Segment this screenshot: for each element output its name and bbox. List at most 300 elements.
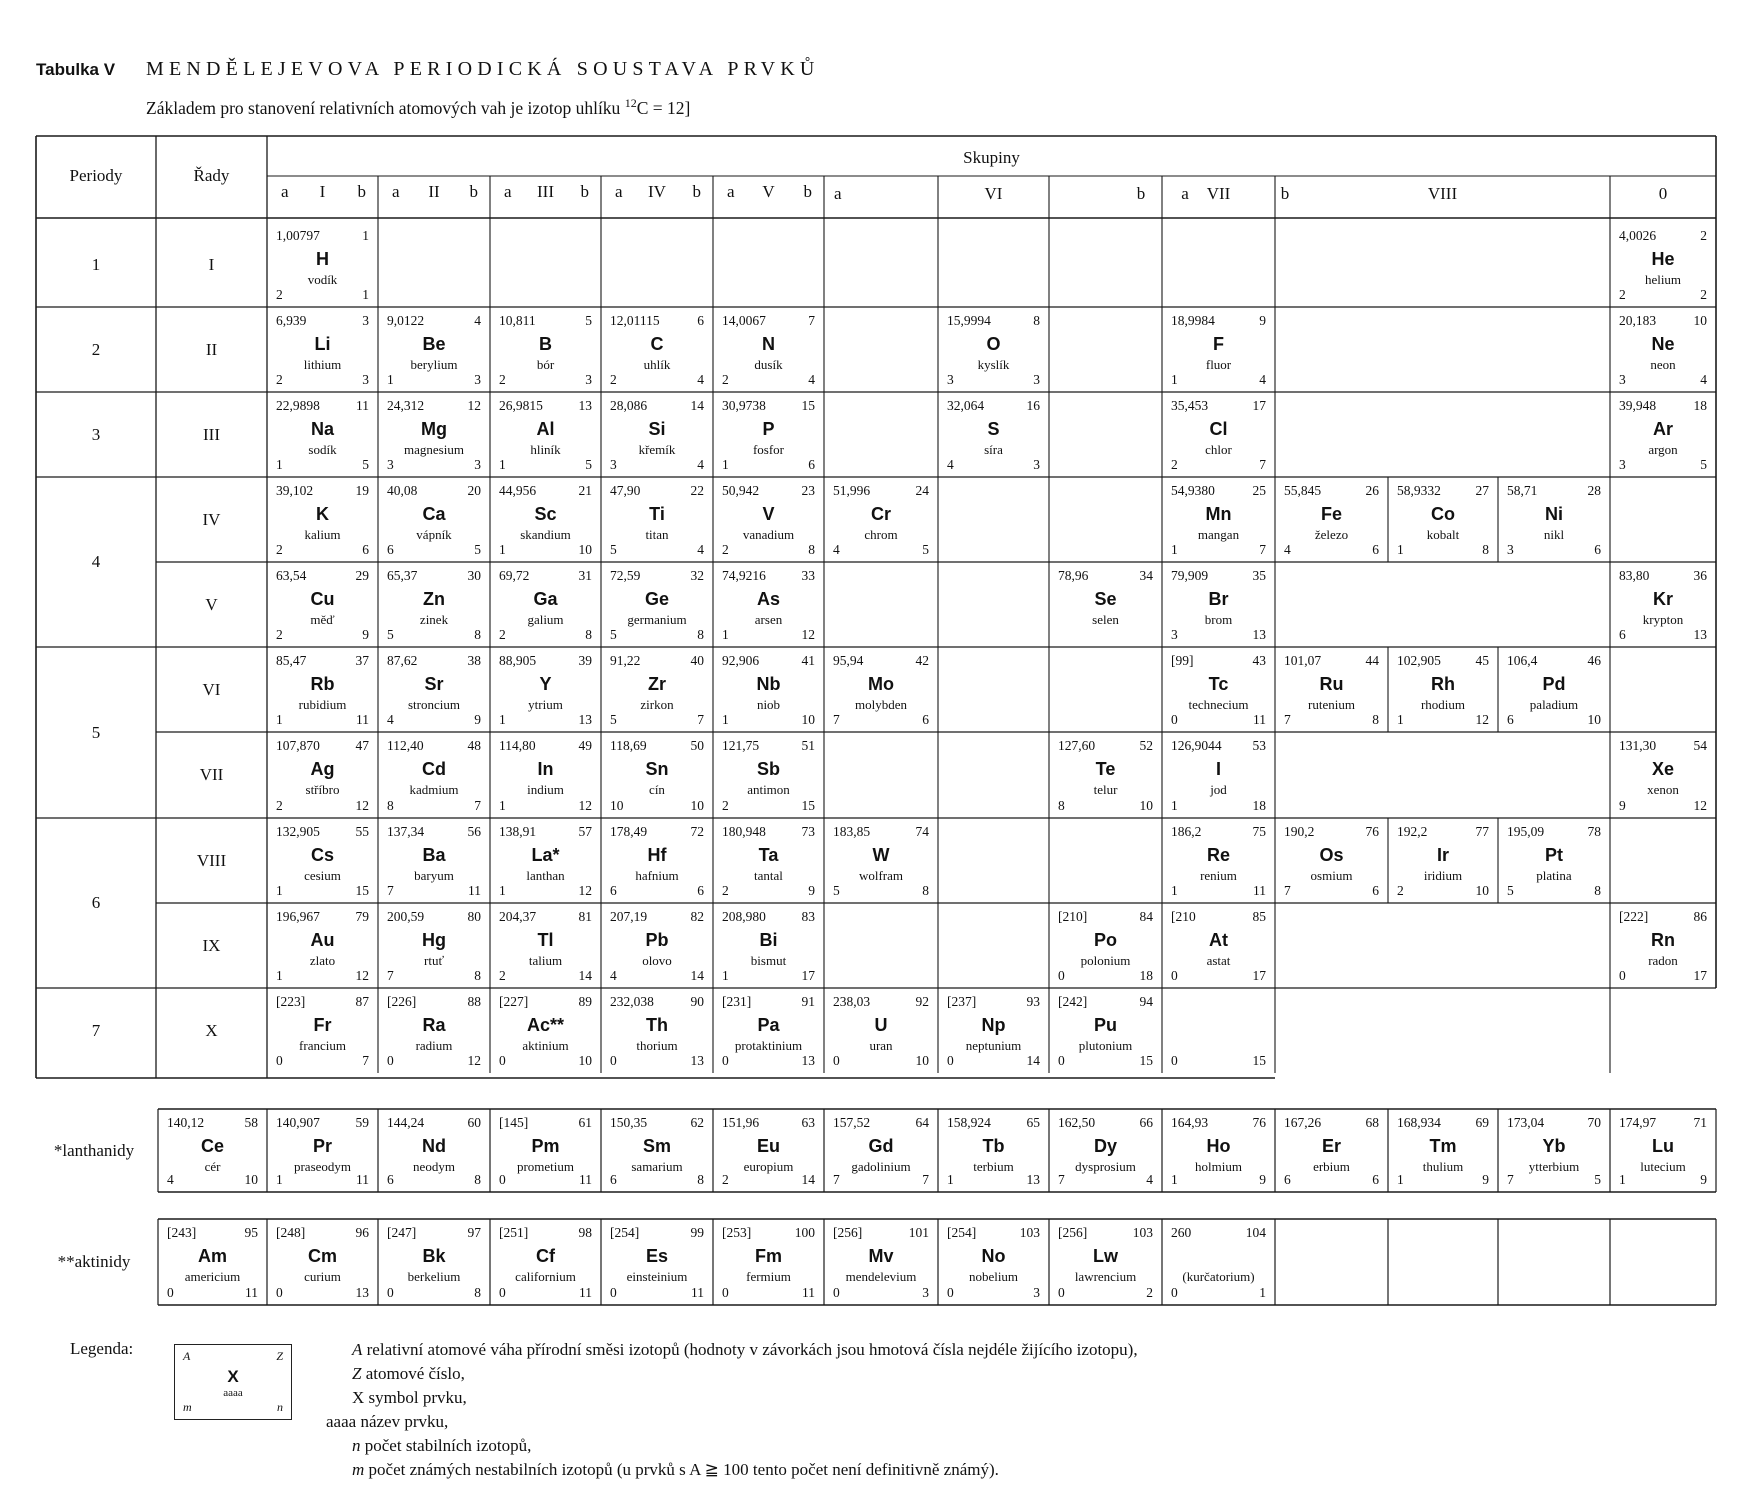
element-name: vápník — [416, 527, 452, 542]
atomic-number: 6 — [697, 313, 704, 328]
element-cell-Au — [267, 903, 378, 988]
element-symbol: Cd — [422, 759, 446, 779]
group-header-part: b — [692, 182, 701, 201]
element-cell-Ni — [1498, 477, 1610, 562]
legend-key: Z — [352, 1364, 362, 1383]
element-name: nobelium — [968, 1269, 1019, 1284]
unstable-isotopes: 3 — [1507, 542, 1514, 557]
stable-isotopes: 8 — [808, 542, 815, 557]
unstable-isotopes: 4 — [610, 968, 617, 983]
element-symbol: Np — [981, 1015, 1006, 1035]
element-symbol: Al — [536, 419, 555, 439]
unstable-isotopes: 1 — [722, 712, 729, 727]
lanthanides-label: *lanthanidy — [53, 1141, 135, 1160]
unstable-isotopes: 0 — [1171, 712, 1178, 727]
stable-isotopes: 11 — [802, 1285, 815, 1300]
stable-isotopes: 3 — [474, 457, 481, 472]
stable-isotopes: 6 — [1372, 1172, 1379, 1187]
unstable-isotopes: 1 — [1171, 542, 1178, 557]
element-name: lithium — [303, 357, 342, 372]
atomic-weight: 167,26 — [1284, 1115, 1322, 1130]
stable-isotopes: 6 — [1372, 542, 1379, 557]
stable-isotopes: 12 — [578, 883, 592, 898]
atomic-weight: 150,35 — [610, 1115, 648, 1130]
atomic-weight: 15,9994 — [947, 313, 991, 328]
stable-isotopes: 17 — [1693, 968, 1707, 983]
group-header-part: II — [428, 182, 440, 201]
stable-isotopes: 12 — [467, 1053, 481, 1068]
atomic-number: 64 — [915, 1115, 929, 1130]
element-symbol: Ta — [758, 845, 779, 865]
atomic-number: 56 — [467, 824, 481, 839]
element-name: thorium — [636, 1038, 678, 1053]
unstable-isotopes: 9 — [1619, 798, 1626, 813]
stable-isotopes: 10 — [915, 1053, 929, 1068]
element-symbol: Ac** — [526, 1015, 565, 1035]
element-name: telur — [1093, 782, 1118, 797]
group-6-a: a — [834, 184, 842, 203]
stable-isotopes: 5 — [1700, 457, 1707, 472]
element-name: krypton — [1642, 612, 1684, 627]
element-name: stroncium — [408, 697, 460, 712]
element-symbol: Hg — [422, 930, 446, 950]
element-cell-Fe — [1275, 477, 1388, 562]
atomic-number: 52 — [1139, 738, 1153, 753]
unstable-isotopes: 7 — [387, 883, 394, 898]
element-name: rhodium — [1420, 697, 1466, 712]
element-cell-Pb — [601, 903, 713, 988]
element-symbol: Cs — [310, 845, 334, 865]
stable-isotopes: 8 — [697, 627, 704, 642]
element-name: antimon — [747, 782, 790, 797]
atomic-weight: 174,97 — [1619, 1115, 1657, 1130]
element-cell-Br — [1162, 562, 1275, 647]
element-cell-Ra — [378, 988, 490, 1073]
stable-isotopes: 12 — [1475, 712, 1489, 727]
atomic-number: 11 — [356, 398, 369, 413]
element-name: americium — [184, 1269, 241, 1284]
group-header-part: b — [803, 182, 812, 201]
element-name: bismut — [750, 953, 787, 968]
element-symbol: Cu — [310, 589, 335, 609]
atomic-weight: 238,03 — [833, 994, 871, 1009]
unstable-isotopes: 10 — [610, 798, 624, 813]
element-cell-Ti — [601, 477, 713, 562]
period-label-3: 3 — [91, 425, 101, 444]
stable-isotopes: 2 — [1146, 1285, 1153, 1300]
element-symbol: Zr — [648, 674, 666, 694]
element-name: kyslík — [977, 357, 1010, 372]
element-symbol: Os — [1319, 845, 1344, 865]
stable-isotopes: 15 — [1252, 1053, 1266, 1068]
stable-isotopes: 6 — [697, 883, 704, 898]
atomic-weight: [248] — [276, 1225, 306, 1240]
legend-line — [352, 1388, 467, 1408]
atomic-number: 1 — [362, 228, 369, 243]
element-symbol: Es — [645, 1246, 669, 1266]
element-cell-Tb — [938, 1109, 1049, 1192]
element-cell-Pa — [713, 988, 824, 1073]
atomic-number: 95 — [244, 1225, 258, 1240]
element-name: vodík — [307, 272, 338, 287]
stable-isotopes: 8 — [1594, 883, 1601, 898]
unstable-isotopes: 2 — [499, 372, 506, 387]
atomic-weight: 190,2 — [1284, 824, 1315, 839]
element-symbol: Sb — [756, 759, 780, 779]
element-symbol: Th — [646, 1015, 668, 1035]
element-name: aktinium — [522, 1038, 569, 1053]
group-6-b: b — [1136, 184, 1146, 203]
element-symbol: Pu — [1093, 1015, 1117, 1035]
stable-isotopes: 10 — [1139, 798, 1153, 813]
element-symbol: Ru — [1319, 674, 1344, 694]
atomic-weight: 35,453 — [1171, 398, 1209, 413]
atomic-number: 55 — [355, 824, 369, 839]
atomic-weight: 88,905 — [499, 653, 537, 668]
element-symbol: N — [762, 334, 775, 354]
unstable-isotopes: 3 — [387, 457, 394, 472]
atomic-weight: 50,942 — [722, 483, 760, 498]
atomic-weight: 74,9216 — [722, 568, 766, 583]
legend-box-a: A — [183, 1349, 191, 1363]
atomic-weight: [231] — [722, 994, 752, 1009]
element-symbol: Co — [1431, 504, 1455, 524]
page-title: MENDĚLEJEVOVA PERIODICKÁ SOUSTAVA PRVKŮ — [146, 58, 820, 80]
element-symbol: H — [316, 249, 329, 269]
stable-isotopes: 15 — [801, 798, 815, 813]
element-cell-K — [267, 477, 378, 562]
atomic-weight: [243] — [167, 1225, 197, 1240]
element-symbol: F — [1213, 334, 1224, 354]
element-name: mendelevium — [845, 1269, 917, 1284]
atomic-weight: 151,96 — [722, 1115, 760, 1130]
element-cell-Se — [1049, 562, 1162, 647]
unstable-isotopes: 2 — [276, 287, 283, 302]
atomic-weight: [210 — [1171, 909, 1196, 924]
element-cell-Re — [1162, 818, 1275, 903]
stable-isotopes: 10 — [690, 798, 704, 813]
period-label-4: 4 — [91, 552, 101, 571]
atomic-weight: 39,948 — [1619, 398, 1657, 413]
stable-isotopes: 14 — [578, 968, 592, 983]
atomic-number: 103 — [1132, 1225, 1153, 1240]
stable-isotopes: 11 — [245, 1285, 258, 1300]
stable-isotopes: 3 — [922, 1285, 929, 1300]
element-name: tantal — [754, 868, 783, 883]
element-name: síra — [984, 442, 1003, 457]
atomic-number: 41 — [801, 653, 815, 668]
atomic-weight: [223] — [276, 994, 306, 1009]
element-name: hafnium — [635, 868, 679, 883]
element-name: skandium — [520, 527, 571, 542]
atomic-number: 84 — [1139, 909, 1153, 924]
element-symbol: Ag — [310, 759, 335, 779]
element-symbol: Ne — [1651, 334, 1675, 354]
element-cell-Al — [490, 392, 601, 477]
element-symbol: Be — [422, 334, 446, 354]
unstable-isotopes: 2 — [1397, 883, 1404, 898]
element-name: lanthan — [526, 868, 565, 883]
element-cell-Cu — [267, 562, 378, 647]
stable-isotopes: 9 — [808, 883, 815, 898]
row-label-2: II — [205, 340, 218, 359]
element-symbol: Yb — [1542, 1136, 1566, 1156]
element-symbol: Sm — [642, 1136, 671, 1156]
element-cell-U — [824, 988, 938, 1073]
stable-isotopes: 6 — [362, 542, 369, 557]
element-cell — [1498, 1219, 1610, 1305]
atomic-number: 31 — [578, 568, 592, 583]
element-cell-Tl — [490, 903, 601, 988]
element-cell-Lw — [1049, 1219, 1162, 1305]
element-cell-Mv — [824, 1219, 938, 1305]
atomic-number: 69 — [1475, 1115, 1489, 1130]
atomic-weight: 162,50 — [1058, 1115, 1096, 1130]
unstable-isotopes: 8 — [1058, 798, 1065, 813]
unstable-isotopes: 0 — [947, 1285, 954, 1300]
element-cell — [1388, 1219, 1498, 1305]
atomic-number: 2 — [1700, 228, 1707, 243]
atomic-number: 57 — [578, 824, 592, 839]
atomic-number: 45 — [1475, 653, 1489, 668]
unstable-isotopes: 1 — [276, 883, 283, 898]
group-0-label: 0 — [1658, 184, 1668, 203]
element-symbol: Lw — [1093, 1246, 1118, 1266]
atomic-weight: [256] — [833, 1225, 863, 1240]
element-name: cér — [204, 1159, 221, 1174]
element-name: neptunium — [965, 1038, 1022, 1053]
unstable-isotopes: 2 — [276, 542, 283, 557]
legend-key: A — [352, 1340, 363, 1359]
element-cell-Bi — [713, 903, 824, 988]
atomic-weight: 39,102 — [276, 483, 314, 498]
atomic-weight: 40,08 — [387, 483, 418, 498]
atomic-number: 37 — [355, 653, 369, 668]
element-name: křemík — [638, 442, 676, 457]
unstable-isotopes: 0 — [387, 1053, 394, 1068]
element-name: rutenium — [1308, 697, 1355, 712]
unstable-isotopes: 2 — [1171, 457, 1178, 472]
subtitle-sup: 12 — [624, 96, 637, 110]
unstable-isotopes: 2 — [610, 372, 617, 387]
element-cell-Es — [601, 1219, 713, 1305]
unstable-isotopes: 2 — [499, 627, 506, 642]
atomic-weight: 4,0026 — [1619, 228, 1657, 243]
stable-isotopes: 13 — [1026, 1172, 1040, 1187]
atomic-weight: 137,34 — [387, 824, 425, 839]
element-cell-Rn — [1610, 903, 1716, 988]
element-cell-Sr — [378, 647, 490, 732]
element-cell-Th — [601, 988, 713, 1073]
unstable-isotopes: 6 — [387, 1172, 394, 1187]
atomic-number: 43 — [1252, 653, 1266, 668]
element-cell-H — [267, 222, 378, 307]
stable-isotopes: 8 — [474, 968, 481, 983]
element-symbol: Sn — [645, 759, 669, 779]
element-symbol: Ni — [1545, 504, 1563, 524]
atomic-weight: 10,811 — [499, 313, 536, 328]
unstable-isotopes: 4 — [167, 1172, 174, 1187]
atomic-number: 71 — [1693, 1115, 1707, 1130]
element-symbol: Ge — [644, 589, 669, 609]
element-symbol: V — [762, 504, 775, 524]
atomic-number: 39 — [578, 653, 592, 668]
atomic-weight: 12,01115 — [610, 313, 660, 328]
element-symbol: Ga — [533, 589, 558, 609]
element-symbol: Ho — [1206, 1136, 1231, 1156]
element-name: europium — [743, 1159, 794, 1174]
element-name: helium — [1644, 272, 1682, 287]
stable-isotopes: 10 — [1587, 712, 1601, 727]
element-cell-Ar — [1610, 392, 1716, 477]
unstable-isotopes: 1 — [1171, 883, 1178, 898]
unstable-isotopes: 1 — [947, 1172, 954, 1187]
atomic-weight: 54,9380 — [1171, 483, 1215, 498]
legend-key: m — [352, 1460, 365, 1479]
element-cell-Cr — [824, 477, 938, 562]
element-name: cesium — [304, 868, 341, 883]
stable-isotopes: 5 — [362, 457, 369, 472]
stable-isotopes: 4 — [697, 372, 704, 387]
stable-isotopes: 3 — [585, 372, 592, 387]
element-symbol: Fe — [1320, 504, 1342, 524]
group-header-part: IV — [648, 182, 666, 201]
element-name: selen — [1092, 612, 1119, 627]
group-header-part: V — [762, 182, 775, 201]
unstable-isotopes: 6 — [387, 542, 394, 557]
atomic-number: 89 — [578, 994, 592, 1009]
atomic-weight: 140,907 — [276, 1115, 320, 1130]
stable-isotopes: 10 — [801, 712, 815, 727]
element-name: lutecium — [1640, 1159, 1686, 1174]
element-symbol: U — [874, 1015, 888, 1035]
unstable-isotopes: 0 — [276, 1285, 283, 1300]
unstable-isotopes: 4 — [833, 542, 840, 557]
element-cell-Y — [490, 647, 601, 732]
element-cell-At — [1162, 903, 1275, 988]
atomic-weight: 195,09 — [1507, 824, 1545, 839]
atomic-number: 46 — [1587, 653, 1601, 668]
element-symbol: S — [987, 419, 1000, 439]
stable-isotopes: 8 — [474, 1285, 481, 1300]
unstable-isotopes: 0 — [1171, 1053, 1178, 1068]
element-name: rtuť — [424, 953, 444, 968]
atomic-weight: 121,75 — [722, 738, 760, 753]
atomic-number: 54 — [1693, 738, 1707, 753]
element-name: plutonium — [1078, 1038, 1133, 1053]
element-name: uhlík — [643, 357, 671, 372]
legend-description: počet známých nestabilních izotopů (u prvků s A ≧ 100 tento počet není definitivně známý). — [368, 1460, 999, 1479]
atomic-number: 49 — [578, 738, 592, 753]
element-symbol: Nd — [422, 1136, 446, 1156]
legend-description: atomové číslo, — [365, 1364, 465, 1383]
element-cell — [1275, 1219, 1388, 1305]
element-symbol: At — [1209, 930, 1228, 950]
element-symbol: Ti — [649, 504, 665, 524]
element-symbol: P — [762, 419, 775, 439]
stable-isotopes: 11 — [579, 1285, 592, 1300]
stable-isotopes: 17 — [1252, 968, 1266, 983]
element-symbol: Lu — [1652, 1136, 1674, 1156]
unstable-isotopes: 7 — [1284, 883, 1291, 898]
element-symbol: I — [1215, 759, 1221, 779]
stable-isotopes: 8 — [697, 1172, 704, 1187]
element-name: xenon — [1647, 782, 1679, 797]
atomic-number: 51 — [801, 738, 815, 753]
atomic-weight: 196,967 — [276, 909, 320, 924]
group-header-part: b — [580, 182, 589, 201]
stable-isotopes: 13 — [1252, 627, 1266, 642]
unstable-isotopes: 4 — [1284, 542, 1291, 557]
element-symbol: Zn — [423, 589, 445, 609]
element-name: sodík — [308, 442, 337, 457]
atomic-weight: 260 — [1171, 1225, 1192, 1240]
atomic-weight: 127,60 — [1058, 738, 1096, 753]
element-name: wolfram — [858, 868, 904, 883]
unstable-isotopes: 4 — [947, 457, 954, 472]
atomic-number: 3 — [362, 313, 369, 328]
unstable-isotopes: 2 — [276, 798, 283, 813]
atomic-weight: [99] — [1171, 653, 1194, 668]
unstable-isotopes: 0 — [947, 1053, 954, 1068]
element-cell-W — [824, 818, 938, 903]
element-name: fermium — [746, 1269, 791, 1284]
element-name: galium — [527, 612, 564, 627]
atomic-number: 47 — [355, 738, 369, 753]
atomic-weight: 26,9815 — [499, 398, 543, 413]
element-cell-Ga — [490, 562, 601, 647]
atomic-weight: 186,2 — [1171, 824, 1202, 839]
element-symbol: Bi — [759, 930, 778, 950]
atomic-number: 34 — [1139, 568, 1153, 583]
stable-isotopes: 13 — [801, 1053, 815, 1068]
element-name: neon — [1650, 357, 1676, 372]
element-cell-Li — [267, 307, 378, 392]
stable-isotopes: 14 — [1026, 1053, 1040, 1068]
element-name: olovo — [642, 953, 672, 968]
stable-isotopes: 2 — [1700, 287, 1707, 302]
row-label-9: IX — [202, 936, 221, 955]
stable-isotopes: 13 — [1693, 627, 1707, 642]
legend-box-x: X — [227, 1367, 239, 1386]
unstable-isotopes: 2 — [276, 627, 283, 642]
unstable-isotopes: 1 — [1397, 712, 1404, 727]
unstable-isotopes: 7 — [387, 968, 394, 983]
row-label-5: V — [205, 595, 218, 614]
unstable-isotopes: 2 — [722, 1172, 729, 1187]
atomic-number: 25 — [1252, 483, 1266, 498]
stable-isotopes: 4 — [808, 372, 815, 387]
element-name: berkelium — [407, 1269, 461, 1284]
atomic-weight: 132,905 — [276, 824, 320, 839]
element-cell-S — [938, 392, 1049, 477]
atomic-number: 101 — [908, 1225, 929, 1240]
row-label-4: IV — [202, 510, 221, 529]
unstable-isotopes: 1 — [499, 798, 506, 813]
unstable-isotopes: 2 — [722, 883, 729, 898]
element-symbol: In — [537, 759, 554, 779]
atomic-number: 36 — [1693, 568, 1707, 583]
stable-isotopes: 9 — [1700, 1172, 1707, 1187]
atomic-number: 68 — [1365, 1115, 1379, 1130]
stable-isotopes: 8 — [474, 1172, 481, 1187]
atomic-number: 85 — [1252, 909, 1266, 924]
atomic-weight: [237] — [947, 994, 977, 1009]
unstable-isotopes: 1 — [387, 372, 394, 387]
unstable-isotopes: 2 — [499, 968, 506, 983]
element-cell-Er — [1275, 1109, 1388, 1192]
stable-isotopes: 8 — [1482, 542, 1489, 557]
